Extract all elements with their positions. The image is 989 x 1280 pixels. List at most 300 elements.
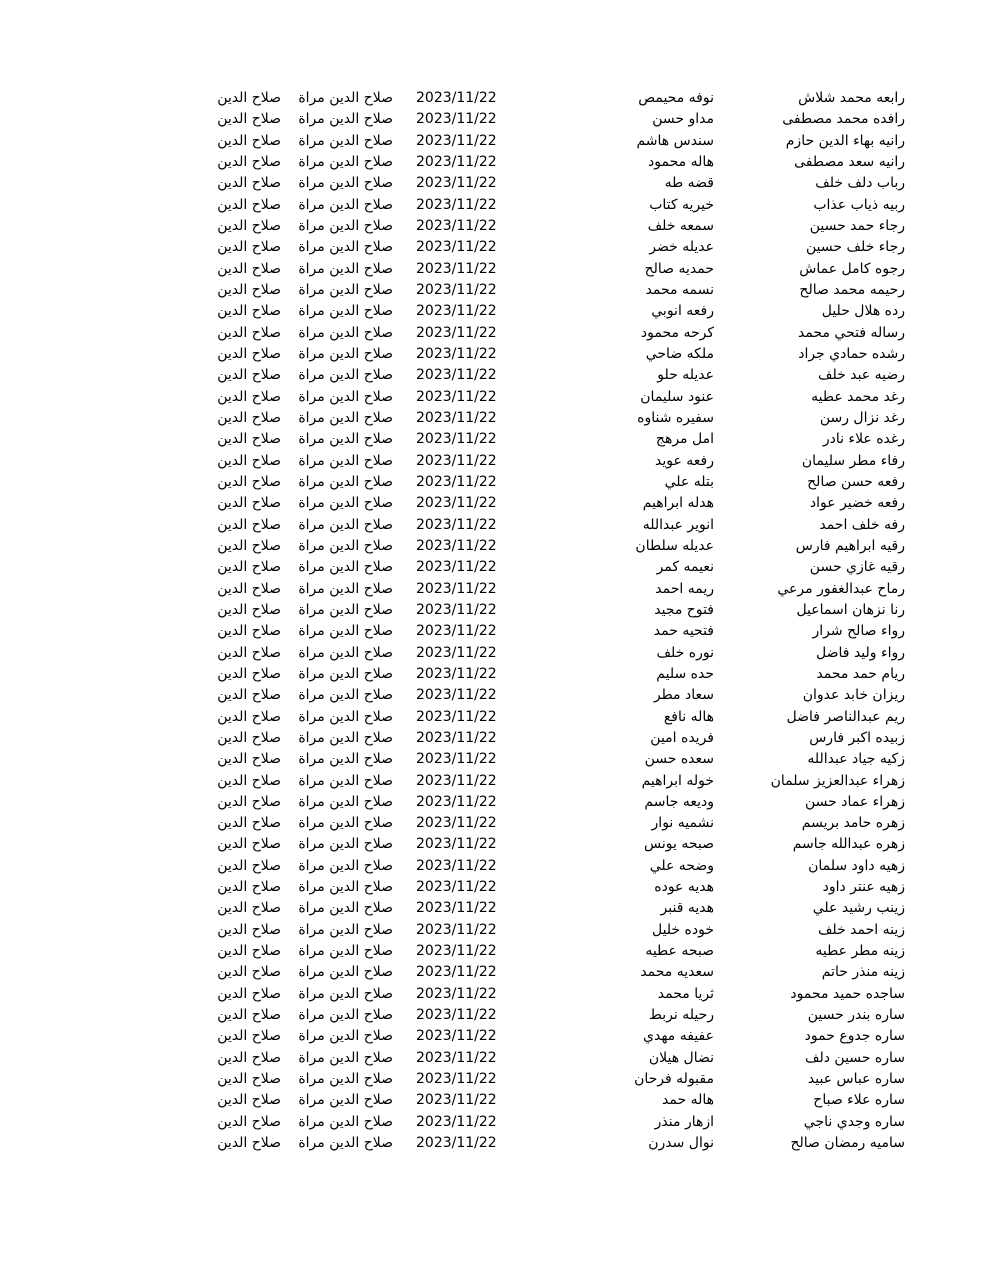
record-date: 2023/11/22 bbox=[416, 964, 497, 981]
record-date: 2023/11/22 bbox=[416, 793, 497, 810]
record-date: 2023/11/22 bbox=[416, 815, 497, 832]
record-date: 2023/11/22 bbox=[416, 281, 497, 298]
governorate-name: صلاح الدين bbox=[217, 879, 281, 896]
person-name: ساره عباس عبيد bbox=[807, 1071, 905, 1088]
table-row bbox=[0, 259, 989, 280]
table-row bbox=[0, 749, 989, 770]
record-date: 2023/11/22 bbox=[416, 751, 497, 768]
office-name: صلاح الدين مراة bbox=[298, 153, 393, 170]
office-name: صلاح الدين مراة bbox=[298, 388, 393, 405]
mother-name: صبحه عطيه bbox=[645, 943, 714, 960]
record-date: 2023/11/22 bbox=[416, 132, 497, 149]
person-name: رجاء خلف حسين bbox=[806, 239, 905, 256]
person-name: ريم عبدالناصر فاضل bbox=[786, 708, 905, 725]
office-name: صلاح الدين مراة bbox=[298, 580, 393, 597]
mother-name: سمعه خلف bbox=[647, 217, 714, 234]
table-row bbox=[0, 323, 989, 344]
office-name: صلاح الدين مراة bbox=[298, 281, 393, 298]
record-date: 2023/11/22 bbox=[416, 1092, 497, 1109]
person-name: ربيه ذياب عذاب bbox=[813, 196, 905, 213]
table-row bbox=[0, 515, 989, 536]
governorate-name: صلاح الدين bbox=[217, 1028, 281, 1045]
mother-name: نعيمه كمر bbox=[656, 559, 714, 576]
governorate-name: صلاح الدين bbox=[217, 175, 281, 192]
governorate-name: صلاح الدين bbox=[217, 665, 281, 682]
governorate-name: صلاح الدين bbox=[217, 900, 281, 917]
governorate-name: صلاح الدين bbox=[217, 345, 281, 362]
record-date: 2023/11/22 bbox=[416, 409, 497, 426]
mother-name: عديله خضر bbox=[649, 239, 714, 256]
record-date: 2023/11/22 bbox=[416, 345, 497, 362]
mother-name: هدله ابراهيم bbox=[642, 495, 714, 512]
table-row bbox=[0, 1133, 989, 1154]
mother-name: نوال سدرن bbox=[648, 1135, 714, 1152]
office-name: صلاح الدين مراة bbox=[298, 644, 393, 661]
table-row bbox=[0, 237, 989, 258]
record-date: 2023/11/22 bbox=[416, 1007, 497, 1024]
governorate-name: صلاح الدين bbox=[217, 409, 281, 426]
office-name: صلاح الدين مراة bbox=[298, 772, 393, 789]
record-date: 2023/11/22 bbox=[416, 836, 497, 853]
person-name: رغد محمد عطيه bbox=[811, 388, 905, 405]
governorate-name: صلاح الدين bbox=[217, 1049, 281, 1066]
governorate-name: صلاح الدين bbox=[217, 772, 281, 789]
table-row bbox=[0, 941, 989, 962]
person-name: رانيه سعد مصطفى bbox=[794, 153, 905, 170]
office-name: صلاح الدين مراة bbox=[298, 623, 393, 640]
mother-name: نشميه نوار bbox=[651, 815, 714, 832]
governorate-name: صلاح الدين bbox=[217, 132, 281, 149]
record-date: 2023/11/22 bbox=[416, 580, 497, 597]
office-name: صلاح الدين مراة bbox=[298, 1113, 393, 1130]
person-name: ساميه رمضان صالح bbox=[790, 1135, 905, 1152]
mother-name: وضحه علي bbox=[649, 857, 714, 874]
governorate-name: صلاح الدين bbox=[217, 964, 281, 981]
person-name: زينه احمد خلف bbox=[817, 921, 905, 938]
mother-name: وديعه جاسم bbox=[644, 793, 714, 810]
record-date: 2023/11/22 bbox=[416, 452, 497, 469]
governorate-name: صلاح الدين bbox=[217, 537, 281, 554]
record-date: 2023/11/22 bbox=[416, 175, 497, 192]
mother-name: نسمه محمد bbox=[645, 281, 714, 298]
mother-name: نضال هيلان bbox=[648, 1049, 714, 1066]
office-name: صلاح الدين مراة bbox=[298, 409, 393, 426]
governorate-name: صلاح الدين bbox=[217, 793, 281, 810]
governorate-name: صلاح الدين bbox=[217, 90, 281, 106]
table-row bbox=[0, 877, 989, 898]
table-row bbox=[0, 621, 989, 642]
person-name: رفعه خضير عواد bbox=[809, 495, 905, 512]
office-name: صلاح الدين مراة bbox=[298, 473, 393, 490]
record-date: 2023/11/22 bbox=[416, 943, 497, 960]
governorate-name: صلاح الدين bbox=[217, 239, 281, 256]
record-date: 2023/11/22 bbox=[416, 324, 497, 341]
mother-name: رحيله نربط bbox=[648, 1007, 714, 1024]
table-row bbox=[0, 962, 989, 983]
governorate-name: صلاح الدين bbox=[217, 260, 281, 277]
table-row bbox=[0, 685, 989, 706]
record-date: 2023/11/22 bbox=[416, 239, 497, 256]
person-name: رغده علاء نادر bbox=[822, 431, 905, 448]
governorate-name: صلاح الدين bbox=[217, 687, 281, 704]
table-row bbox=[0, 1048, 989, 1069]
mother-name: قضه طه bbox=[664, 175, 714, 192]
table-row bbox=[0, 429, 989, 450]
mother-name: ثريا محمد bbox=[657, 985, 714, 1002]
office-name: صلاح الدين مراة bbox=[298, 217, 393, 234]
person-name: زهراء عبدالعزيز سلمان bbox=[770, 772, 905, 789]
table-row bbox=[0, 834, 989, 855]
person-name: رشده حمادي جراد bbox=[798, 345, 905, 362]
governorate-name: صلاح الدين bbox=[217, 196, 281, 213]
office-name: صلاح الدين مراة bbox=[298, 175, 393, 192]
table-row bbox=[0, 600, 989, 621]
person-name: رباب دلف خلف bbox=[815, 175, 905, 192]
person-name: رقيه ابراهيم فارس bbox=[795, 537, 905, 554]
record-date: 2023/11/22 bbox=[416, 367, 497, 384]
governorate-name: صلاح الدين bbox=[217, 836, 281, 853]
office-name: صلاح الدين مراة bbox=[298, 452, 393, 469]
office-name: صلاح الدين مراة bbox=[298, 303, 393, 320]
table-row bbox=[0, 707, 989, 728]
record-date: 2023/11/22 bbox=[416, 1135, 497, 1152]
table-row bbox=[0, 664, 989, 685]
mother-name: هديه عوده bbox=[654, 879, 714, 896]
office-name: صلاح الدين مراة bbox=[298, 921, 393, 938]
person-name: رواء وليد فاضل bbox=[816, 644, 905, 661]
record-date: 2023/11/22 bbox=[416, 90, 497, 106]
governorate-name: صلاح الدين bbox=[217, 623, 281, 640]
mother-name: عنود سليمان bbox=[640, 388, 714, 405]
table-row bbox=[0, 493, 989, 514]
office-name: صلاح الدين مراة bbox=[298, 90, 393, 106]
person-name: زبيده اكبر فارس bbox=[809, 729, 905, 746]
table-row bbox=[0, 195, 989, 216]
office-name: صلاح الدين مراة bbox=[298, 537, 393, 554]
person-name: زهيه داود سلمان bbox=[808, 857, 905, 874]
mother-name: صبحه يونس bbox=[644, 836, 714, 853]
person-name: رجوه كامل عماش bbox=[799, 260, 905, 277]
office-name: صلاح الدين مراة bbox=[298, 239, 393, 256]
governorate-name: صلاح الدين bbox=[217, 1071, 281, 1088]
mother-name: عديله حلو bbox=[657, 367, 714, 384]
record-date: 2023/11/22 bbox=[416, 537, 497, 554]
record-date: 2023/11/22 bbox=[416, 921, 497, 938]
mother-name: فتوح مجيد bbox=[654, 601, 714, 618]
table-row bbox=[0, 109, 989, 130]
person-name: رحيمه محمد صالح bbox=[799, 281, 905, 298]
person-name: رجاء حمد حسين bbox=[809, 217, 905, 234]
table-row bbox=[0, 557, 989, 578]
mother-name: سفيره شناوه bbox=[637, 409, 714, 426]
mother-name: خوده خليل bbox=[651, 921, 714, 938]
record-date: 2023/11/22 bbox=[416, 729, 497, 746]
table-row bbox=[0, 472, 989, 493]
governorate-name: صلاح الدين bbox=[217, 580, 281, 597]
person-name: رافده محمد مصطفى bbox=[782, 111, 905, 128]
record-date: 2023/11/22 bbox=[416, 601, 497, 618]
office-name: صلاح الدين مراة bbox=[298, 793, 393, 810]
record-date: 2023/11/22 bbox=[416, 196, 497, 213]
record-date: 2023/11/22 bbox=[416, 303, 497, 320]
office-name: صلاح الدين مراة bbox=[298, 708, 393, 725]
table-row bbox=[0, 643, 989, 664]
person-name: ساره علاء صباح bbox=[813, 1092, 905, 1109]
office-name: صلاح الدين مراة bbox=[298, 132, 393, 149]
table-row bbox=[0, 771, 989, 792]
table-row bbox=[0, 152, 989, 173]
person-name: رابعه محمد شلاش bbox=[798, 90, 905, 106]
person-name: ساره بندر حسين bbox=[807, 1007, 905, 1024]
record-date: 2023/11/22 bbox=[416, 900, 497, 917]
table-row bbox=[0, 387, 989, 408]
person-name: زينه مطر عطيه bbox=[815, 943, 905, 960]
person-name: زهراء عماد حسن bbox=[805, 793, 905, 810]
person-name: رفه خلف احمد bbox=[819, 516, 905, 533]
mother-name: ريمه احمد bbox=[655, 580, 714, 597]
record-date: 2023/11/22 bbox=[416, 687, 497, 704]
table-row bbox=[0, 131, 989, 152]
record-date: 2023/11/22 bbox=[416, 111, 497, 128]
record-date: 2023/11/22 bbox=[416, 857, 497, 874]
table-row bbox=[0, 728, 989, 749]
mother-name: نوفه محيمص bbox=[638, 90, 714, 106]
person-name: رده هلال حليل bbox=[821, 303, 905, 320]
record-date: 2023/11/22 bbox=[416, 623, 497, 640]
table-row bbox=[0, 451, 989, 472]
office-name: صلاح الدين مراة bbox=[298, 431, 393, 448]
record-date: 2023/11/22 bbox=[416, 1071, 497, 1088]
governorate-name: صلاح الدين bbox=[217, 1113, 281, 1130]
table-row bbox=[0, 1069, 989, 1090]
mother-name: ازهار منذر bbox=[654, 1113, 714, 1130]
mother-name: كرحه محمود bbox=[640, 324, 714, 341]
table-row bbox=[0, 579, 989, 600]
table-row bbox=[0, 1005, 989, 1026]
office-name: صلاح الدين مراة bbox=[298, 964, 393, 981]
record-date: 2023/11/22 bbox=[416, 665, 497, 682]
mother-name: سعاد مطر bbox=[653, 687, 714, 704]
governorate-name: صلاح الدين bbox=[217, 431, 281, 448]
governorate-name: صلاح الدين bbox=[217, 1007, 281, 1024]
office-name: صلاح الدين مراة bbox=[298, 879, 393, 896]
person-name: رانيه بهاء الدين حازم bbox=[785, 132, 905, 149]
mother-name: نوره خلف bbox=[656, 644, 714, 661]
office-name: صلاح الدين مراة bbox=[298, 836, 393, 853]
person-name: رفاء مطر سليمان bbox=[801, 452, 905, 469]
table-row bbox=[0, 536, 989, 557]
governorate-name: صلاح الدين bbox=[217, 153, 281, 170]
table-row bbox=[0, 365, 989, 386]
governorate-name: صلاح الدين bbox=[217, 1135, 281, 1152]
mother-name: مداو حسن bbox=[652, 111, 714, 128]
office-name: صلاح الدين مراة bbox=[298, 985, 393, 1002]
person-name: ساره وجدي ناجي bbox=[803, 1113, 905, 1130]
governorate-name: صلاح الدين bbox=[217, 708, 281, 725]
office-name: صلاح الدين مراة bbox=[298, 367, 393, 384]
governorate-name: صلاح الدين bbox=[217, 111, 281, 128]
table-row bbox=[0, 856, 989, 877]
mother-name: مقبوله فرحان bbox=[634, 1071, 714, 1088]
table-row bbox=[0, 1090, 989, 1111]
person-name: ساره جدوع حمود bbox=[804, 1028, 905, 1045]
office-name: صلاح الدين مراة bbox=[298, 1028, 393, 1045]
mother-name: ملكه ضاحي bbox=[645, 345, 714, 362]
governorate-name: صلاح الدين bbox=[217, 473, 281, 490]
table-row bbox=[0, 813, 989, 834]
table-row bbox=[0, 408, 989, 429]
record-date: 2023/11/22 bbox=[416, 985, 497, 1002]
record-date: 2023/11/22 bbox=[416, 772, 497, 789]
person-name: رضيه عبد خلف bbox=[818, 367, 905, 384]
table-row bbox=[0, 984, 989, 1005]
person-name: رنا نزهان اسماعيل bbox=[796, 601, 905, 618]
governorate-name: صلاح الدين bbox=[217, 559, 281, 576]
mother-name: انوير عبدالله bbox=[642, 516, 714, 533]
office-name: صلاح الدين مراة bbox=[298, 601, 393, 618]
governorate-name: صلاح الدين bbox=[217, 495, 281, 512]
governorate-name: صلاح الدين bbox=[217, 367, 281, 384]
person-name: زهره حامد بريسم bbox=[801, 815, 905, 832]
record-date: 2023/11/22 bbox=[416, 1113, 497, 1130]
office-name: صلاح الدين مراة bbox=[298, 1071, 393, 1088]
person-name: ريام حمد محمد bbox=[816, 665, 905, 682]
governorate-name: صلاح الدين bbox=[217, 1092, 281, 1109]
governorate-name: صلاح الدين bbox=[217, 303, 281, 320]
governorate-name: صلاح الدين bbox=[217, 217, 281, 234]
table-row bbox=[0, 920, 989, 941]
governorate-name: صلاح الدين bbox=[217, 644, 281, 661]
office-name: صلاح الدين مراة bbox=[298, 1049, 393, 1066]
person-name: رغد نزال رسن bbox=[819, 409, 905, 426]
governorate-name: صلاح الدين bbox=[217, 281, 281, 298]
record-date: 2023/11/22 bbox=[416, 1049, 497, 1066]
office-name: صلاح الدين مراة bbox=[298, 857, 393, 874]
mother-name: رفعه انوبي bbox=[651, 303, 714, 320]
record-date: 2023/11/22 bbox=[416, 473, 497, 490]
person-name: ساره حسين دلف bbox=[804, 1049, 905, 1066]
record-date: 2023/11/22 bbox=[416, 388, 497, 405]
table-row bbox=[0, 1026, 989, 1047]
mother-name: رفعه عويد bbox=[655, 452, 714, 469]
office-name: صلاح الدين مراة bbox=[298, 495, 393, 512]
office-name: صلاح الدين مراة bbox=[298, 559, 393, 576]
office-name: صلاح الدين مراة bbox=[298, 943, 393, 960]
person-name: زينه منذر حاتم bbox=[821, 964, 905, 981]
record-date: 2023/11/22 bbox=[416, 879, 497, 896]
office-name: صلاح الدين مراة bbox=[298, 687, 393, 704]
governorate-name: صلاح الدين bbox=[217, 943, 281, 960]
person-name: زهيه عنتر داود bbox=[822, 879, 905, 896]
mother-name: حمديه صالح bbox=[644, 260, 714, 277]
mother-name: سعديه محمد bbox=[640, 964, 714, 981]
office-name: صلاح الدين مراة bbox=[298, 1092, 393, 1109]
mother-name: خيريه كتاب bbox=[649, 196, 714, 213]
governorate-name: صلاح الدين bbox=[217, 729, 281, 746]
office-name: صلاح الدين مراة bbox=[298, 815, 393, 832]
mother-name: عديله سلطان bbox=[635, 537, 714, 554]
governorate-name: صلاح الدين bbox=[217, 751, 281, 768]
office-name: صلاح الدين مراة bbox=[298, 1007, 393, 1024]
table-row bbox=[0, 344, 989, 365]
record-date: 2023/11/22 bbox=[416, 260, 497, 277]
record-date: 2023/11/22 bbox=[416, 431, 497, 448]
table-row bbox=[0, 173, 989, 194]
record-date: 2023/11/22 bbox=[416, 516, 497, 533]
record-date: 2023/11/22 bbox=[416, 1028, 497, 1045]
table-row bbox=[0, 792, 989, 813]
mother-name: هاله نافع bbox=[663, 708, 714, 725]
mother-name: عفيفه مهدي bbox=[643, 1028, 714, 1045]
office-name: صلاح الدين مراة bbox=[298, 260, 393, 277]
person-name: رماح عبدالغفور مرعي bbox=[777, 580, 905, 597]
governorate-name: صلاح الدين bbox=[217, 857, 281, 874]
mother-name: فتحيه حمد bbox=[653, 623, 714, 640]
governorate-name: صلاح الدين bbox=[217, 921, 281, 938]
table-row bbox=[0, 301, 989, 322]
table-row bbox=[0, 280, 989, 301]
person-name: ساجده حميد محمود bbox=[790, 985, 905, 1002]
office-name: صلاح الدين مراة bbox=[298, 196, 393, 213]
office-name: صلاح الدين مراة bbox=[298, 900, 393, 917]
mother-name: هاله محمود bbox=[648, 153, 714, 170]
mother-name: سعده حسن bbox=[644, 751, 714, 768]
mother-name: فريده امين bbox=[650, 729, 714, 746]
mother-name: هاله حمد bbox=[662, 1092, 714, 1109]
mother-name: بتله علي bbox=[664, 473, 714, 490]
table-row bbox=[0, 216, 989, 237]
office-name: صلاح الدين مراة bbox=[298, 729, 393, 746]
person-name: رواء صالح شرار bbox=[812, 623, 905, 640]
office-name: صلاح الدين مراة bbox=[298, 516, 393, 533]
mother-name: خوله ابراهيم bbox=[641, 772, 714, 789]
person-name: ريزان خابد عدوان bbox=[802, 687, 905, 704]
record-date: 2023/11/22 bbox=[416, 495, 497, 512]
office-name: صلاح الدين مراة bbox=[298, 345, 393, 362]
record-date: 2023/11/22 bbox=[416, 559, 497, 576]
governorate-name: صلاح الدين bbox=[217, 324, 281, 341]
office-name: صلاح الدين مراة bbox=[298, 665, 393, 682]
governorate-name: صلاح الدين bbox=[217, 516, 281, 533]
mother-name: امل مرهج bbox=[655, 431, 714, 448]
person-name: رفعه حسن صالح bbox=[807, 473, 905, 490]
governorate-name: صلاح الدين bbox=[217, 388, 281, 405]
mother-name: هديه قنبر bbox=[660, 900, 714, 917]
office-name: صلاح الدين مراة bbox=[298, 324, 393, 341]
table-row bbox=[0, 88, 989, 109]
records-list bbox=[0, 88, 989, 1154]
person-name: زهره عبدالله جاسم bbox=[792, 836, 905, 853]
governorate-name: صلاح الدين bbox=[217, 985, 281, 1002]
mother-name: سندس هاشم bbox=[636, 132, 714, 149]
person-name: رساله فتحي محمد bbox=[797, 324, 905, 341]
office-name: صلاح الدين مراة bbox=[298, 1135, 393, 1152]
record-date: 2023/11/22 bbox=[416, 644, 497, 661]
governorate-name: صلاح الدين bbox=[217, 452, 281, 469]
governorate-name: صلاح الدين bbox=[217, 601, 281, 618]
record-date: 2023/11/22 bbox=[416, 708, 497, 725]
governorate-name: صلاح الدين bbox=[217, 815, 281, 832]
mother-name: حده سليم bbox=[656, 665, 714, 682]
office-name: صلاح الدين مراة bbox=[298, 751, 393, 768]
person-name: زكيه جياد عبدالله bbox=[807, 751, 905, 768]
table-row bbox=[0, 1112, 989, 1133]
person-name: زينب رشيد علي bbox=[812, 900, 905, 917]
office-name: صلاح الدين مراة bbox=[298, 111, 393, 128]
table-row bbox=[0, 898, 989, 919]
record-date: 2023/11/22 bbox=[416, 217, 497, 234]
person-name: رقيه غازي حسن bbox=[809, 559, 905, 576]
